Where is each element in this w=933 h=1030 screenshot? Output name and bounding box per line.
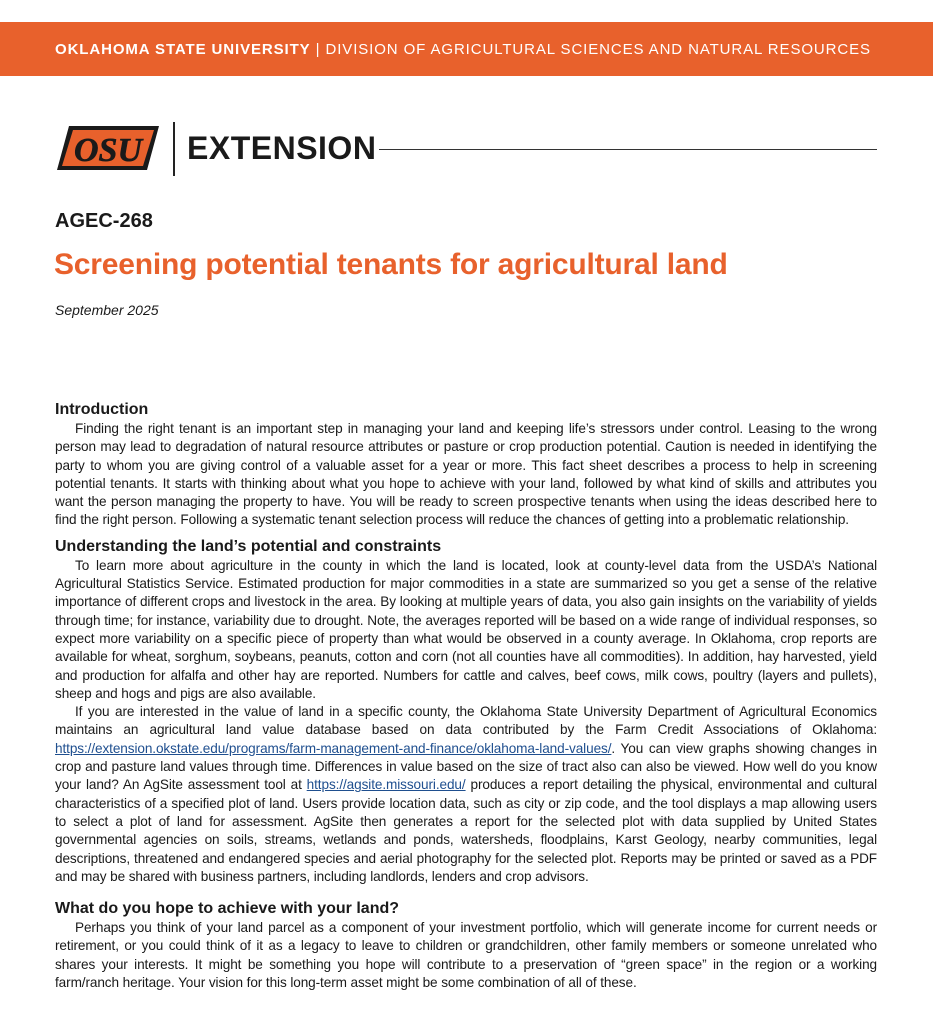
agsite-link[interactable]: https://agsite.missouri.edu/ bbox=[306, 777, 466, 793]
paragraph-land-2-part-a: If you are interested in the value of land in a specific county, the Oklahoma State University Department of Agricultural Economics maintains an agricultural land value database based on data contributed by the Farm Credit Associations of Oklahoma: bbox=[55, 704, 877, 738]
logo-mark: OSU bbox=[73, 132, 143, 169]
paragraph-land-2 bbox=[55, 703, 877, 886]
paragraph-goals: Perhaps you think of your land parcel as a component of your investment portfolio, which will generate income for current needs or retirement, or you could think of it as a legacy to leave to children or grandchildren, other family members or someone unrelated who shares your interests. It might be something you hope will contribute to a preservation of “green space” in the region or a working farm/ranch heritage. Your vision for this long-term asset might be some combination of all of these. bbox=[55, 920, 877, 991]
osu-logo-icon bbox=[55, 120, 161, 176]
document-code: AGEC-268 bbox=[55, 210, 153, 232]
paragraph-land-2-part-b: . You can view graphs showing changes in crop and pasture land values through time. Differences in value based on the size of tract also can also be viewed. How well do you know your land? An AgSite assessment tool at bbox=[55, 740, 877, 793]
banner-separator: | bbox=[310, 41, 326, 58]
section-heading-goals: What do you hope to achieve with your land? bbox=[55, 900, 400, 918]
logo-divider bbox=[173, 122, 175, 176]
header-banner bbox=[0, 22, 933, 76]
paragraph-land-1: To learn more about agriculture in the county in which the land is located, look at county-level data from the USDA’s National Agricultural Statistics Service. Estimated production for major commodities in a state are summarized so you get a sense of the relative importance of different crops and livestock in the area. By looking at multiple years of data, you also gain insights on the variability of yields through time; for instance, variability due to drought. Note, the averages reported will be based on a wide range of individual responses, so expect more variability on a specific piece of property than what would be observed in a county average. In Oklahoma, crop reports are available for wheat, sorghum, soybeans, peanuts, cotton and corn (not all counties have all commodities). In addition, hay harvested, yield and production for alfalfa and other hay are reported. Numbers for cattle and calves, beef cows, milk cows, poultry (layers and pullets), sheep and hogs and pigs are also available. bbox=[55, 557, 877, 701]
logo-row bbox=[55, 120, 877, 178]
land-values-link[interactable]: https://extension.okstate.edu/programs/farm-management-and-finance/oklahoma-land-values/ bbox=[55, 740, 612, 756]
paragraph-land-2-part-c: produces a report detailing the physical, environmental and cultural characteristics of a specified plot of land. Users provide location data, such as city or zip code, and the tool displays a map allowing users to select a plot of land for assessment. AgSite then generates a report for the selected plot with data supplied by United States governmental agencies on soils, streams, wetlands and ponds, watersheds, floodplains, Karst Geology, nearby communities, legal descriptions, threatened and endangered species and aerial photography for the selected plot. Reports may be printed or saved as a PDF and may be shared with business partners, including landlords, lenders and crop advisors. bbox=[55, 777, 877, 884]
header-rule bbox=[379, 149, 877, 150]
section-heading-introduction: Introduction bbox=[55, 401, 149, 418]
article-body bbox=[55, 400, 877, 992]
document-date: September 2025 bbox=[55, 302, 159, 318]
extension-wordmark: EXTENSION bbox=[187, 130, 377, 166]
banner-text bbox=[55, 41, 871, 58]
paragraph-introduction: Finding the right tenant is an important step in managing your land and keeping life’s stressors under control. Leasing to the wrong person may lead to degradation of natural resource attributes or pasture or crop production potential. Caution is needed in identifying the party to whom you are giving control of a valuable asset for a year or more. This fact sheet describes a process to help in screening potential tenants. It starts with thinking about what you hope to achieve with your land, followed by what kind of skills and attributes you want the person managing the property to have. You will be ready to screen prospective tenants when using the ideas described here to find the right person. Following a systematic tenant selection process will reduce the chances of getting into a problematic relationship. bbox=[55, 421, 877, 528]
banner-division: DIVISION OF AGRICULTURAL SCIENCES AND NATURAL RESOURCES bbox=[325, 41, 871, 58]
section-heading-land-potential: Understanding the land’s potential and constraints bbox=[55, 537, 442, 555]
document-title: Screening potential tenants for agricultural land bbox=[54, 248, 728, 281]
banner-university: OKLAHOMA STATE UNIVERSITY bbox=[55, 41, 311, 58]
